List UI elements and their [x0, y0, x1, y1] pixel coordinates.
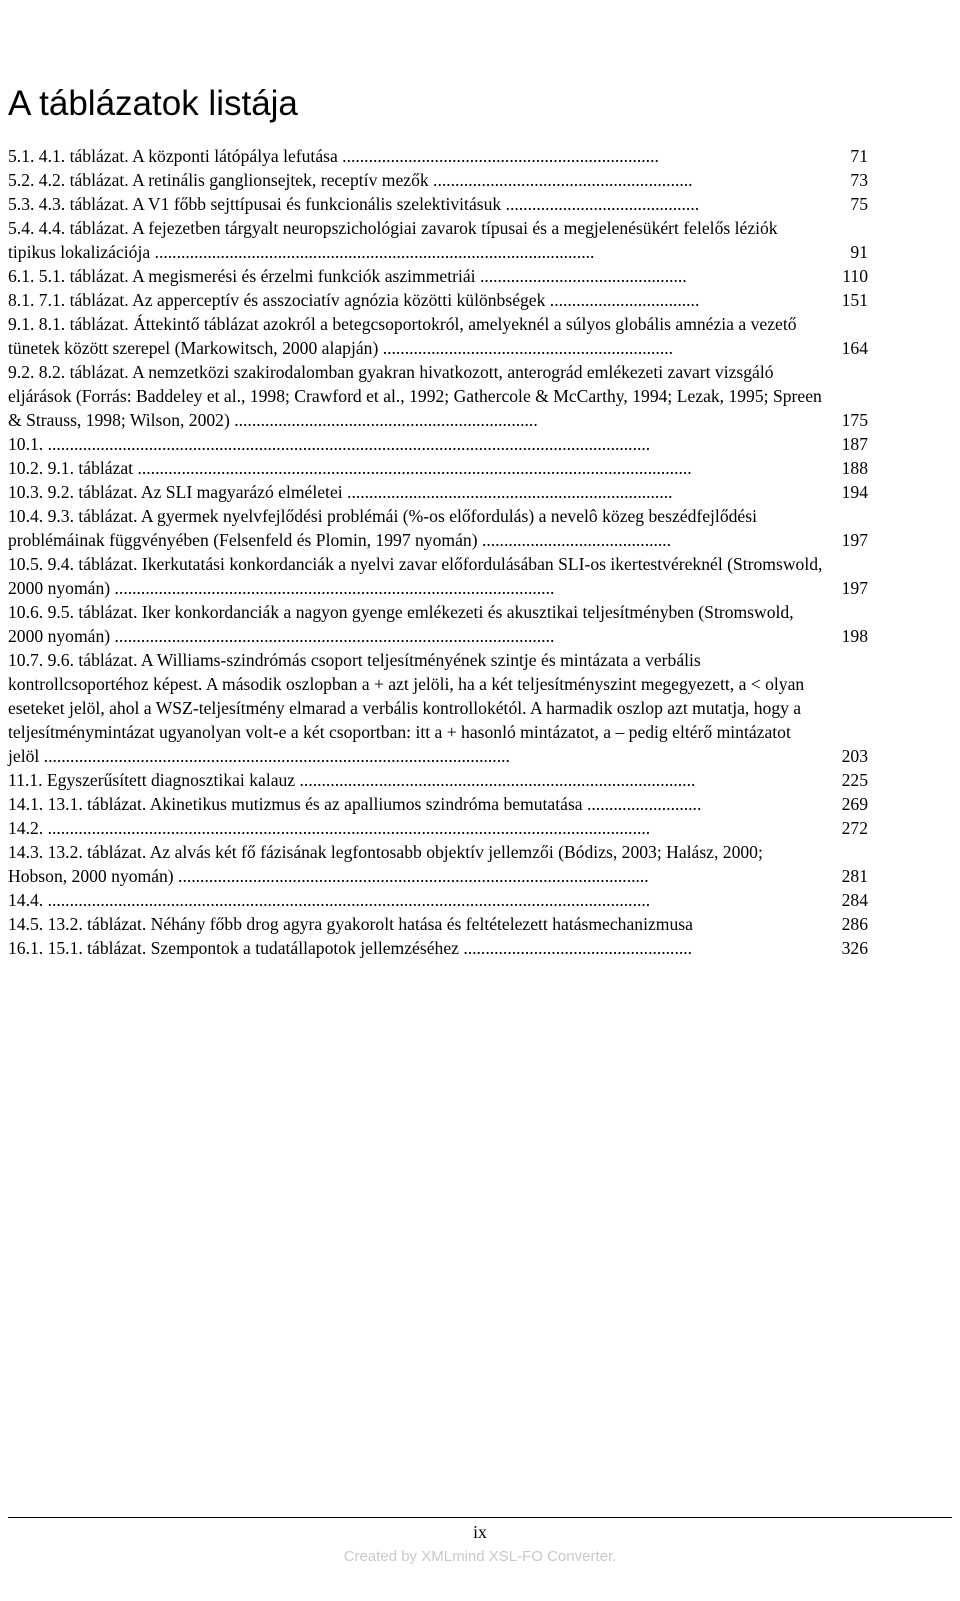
list-item[interactable]: [8, 168, 868, 192]
entry-page: 75: [846, 192, 868, 216]
entry-title: 10.4. 9.3. táblázat. A gyermek nyelvfejlődési problémái (%-os előfordulás) a nevelô közeg beszédfejlődési problémáinak függvényében (Felsenfeld és Plomin, 1997 nyomán) ...........................................: [8, 506, 757, 550]
entry-page: 284: [838, 888, 868, 912]
entry-page: 203: [838, 744, 868, 768]
entry-page: 188: [838, 456, 868, 480]
entry-page: 326: [838, 936, 868, 960]
entry-page: 71: [846, 144, 868, 168]
entry-title: 9.2. 8.2. táblázat. A nemzetközi szakirodalomban gyakran hivatkozott, anterográd emlékezeti zavart vizsgáló eljárások (Forrás: Baddeley et al., 1998; Crawford et al., 1992; Gathercole & McCarthy, 1994; Lezak, 1995; Spreen & Strauss, 1998; Wilson, 2002) .....................................................................: [8, 362, 822, 430]
footer-divider: [8, 1517, 952, 1518]
entry-page: 281: [838, 864, 868, 888]
list-item[interactable]: [8, 264, 868, 288]
table-list: [8, 144, 868, 960]
entry-title: 14.5. 13.2. táblázat. Néhány főbb drog agyra gyakorolt hatása és feltételezett hatásmechanizmusa: [8, 914, 693, 934]
entry-page: 91: [846, 240, 868, 264]
entry-title: 10.1. .........................................................................................................................................: [8, 434, 651, 454]
entry-page: 272: [838, 816, 868, 840]
entry-title: 10.7. 9.6. táblázat. A Williams-szindrómás csoport teljesítményének szintje és mintázata a verbális kontrollcsoportéhoz képest. A második oszlopban a + azt jelöli, ha a két teljesítményszint megegyezett, a < olyan eseteket jelöl, ahol a WSZ-teljesítmény elmarad a verbális kontrollokétól. A harmadik oszlop azt mutatja, hogy a teljesítménymintázat ugyanolyan volt-e a két csoportban: itt a + hasonló mintázatot, a – pedig eltérő mintázatot jelöl ..........................................................................................................: [8, 650, 805, 766]
entry-title: 14.3. 13.2. táblázat. Az alvás két fő fázisának legfontosabb objektív jellemzői (Bódizs, 2003; Halász, 2000; Hobson, 2000 nyomán) ...........................................................................................................: [8, 842, 763, 886]
entry-page: 151: [838, 288, 868, 312]
page-number: ix: [473, 1522, 487, 1542]
entry-page: 73: [846, 168, 868, 192]
entry-page: 175: [838, 408, 868, 432]
entry-title: 8.1. 7.1. táblázat. Az apperceptív és asszociatív agnózia közötti különbségek ..................................: [8, 290, 700, 310]
list-item[interactable]: [8, 432, 868, 456]
entry-title: 9.1. 8.1. táblázat. Áttekintő táblázat azokról a betegcsoportokról, amelyeknél a súlyos globális amnézia a vezető tünetek között szerepel (Markowitsch, 2000 alapján) ..................................................................: [8, 314, 797, 358]
list-item[interactable]: [8, 192, 868, 216]
list-item[interactable]: [8, 792, 868, 816]
entry-title: 10.5. 9.4. táblázat. Ikerkutatási konkordanciák a nyelvi zavar előfordulásában SLI-os ikertestvéreknél (Stromswold, 2000 nyomán) ....................................................................................................: [8, 554, 823, 598]
entry-page: 286: [838, 912, 868, 936]
list-item[interactable]: [8, 504, 868, 552]
list-item[interactable]: [8, 888, 868, 912]
entry-title: 14.2. .........................................................................................................................................: [8, 818, 651, 838]
list-item[interactable]: [8, 456, 868, 480]
entry-title: 10.2. 9.1. táblázat ..............................................................................................................................: [8, 458, 692, 478]
entry-title: 10.6. 9.5. táblázat. Iker konkordanciák a nagyon gyenge emlékezeti és akusztikai teljesítményben (Stromswold, 2000 nyomán) ....................................................................................................: [8, 602, 794, 646]
list-item[interactable]: [8, 936, 868, 960]
entry-title: 5.4. 4.4. táblázat. A fejezetben tárgyalt neuropszichológiai zavarok típusai és a megjelenésükért felelős léziók tipikus lokalizációja ....................................................................................................: [8, 218, 778, 262]
entry-title: 14.1. 13.1. táblázat. Akinetikus mutizmus és az apalliumos szindróma bemutatása ..........................: [8, 794, 702, 814]
list-item[interactable]: [8, 144, 868, 168]
page-title: A táblázatok listája: [8, 84, 298, 123]
list-item[interactable]: [8, 600, 868, 648]
list-item[interactable]: [8, 552, 868, 600]
list-item[interactable]: [8, 312, 868, 360]
list-item[interactable]: [8, 816, 868, 840]
entry-page: 110: [838, 264, 868, 288]
entry-page: 198: [838, 624, 868, 648]
list-item[interactable]: [8, 216, 868, 264]
entry-title: 5.2. 4.2. táblázat. A retinális ganglionsejtek, receptív mezők ...........................................................: [8, 170, 693, 190]
entry-title: 11.1. Egyszerűsített diagnosztikai kalauz ..........................................................................................: [8, 770, 696, 790]
converter-watermark: Created by XMLmind XSL-FO Converter.: [343, 1548, 617, 1565]
entry-page: 164: [838, 336, 868, 360]
entry-title: 6.1. 5.1. táblázat. A megismerési és érzelmi funkciók aszimmetriái ...............................................: [8, 266, 687, 286]
entry-title: 14.4. .........................................................................................................................................: [8, 890, 651, 910]
entry-page: 225: [838, 768, 868, 792]
list-item[interactable]: [8, 768, 868, 792]
entry-title: 5.3. 4.3. táblázat. A V1 főbb sejttípusai és funkcionális szelektivitásuk ............................................: [8, 194, 700, 214]
entry-page: 197: [838, 576, 868, 600]
entry-title: 16.1. 15.1. táblázat. Szempontok a tudatállapotok jellemzéséhez ....................................................: [8, 938, 693, 958]
list-item[interactable]: [8, 480, 868, 504]
entry-page: 197: [838, 528, 868, 552]
entry-page: 269: [838, 792, 868, 816]
list-item[interactable]: [8, 288, 868, 312]
entry-title: 10.3. 9.2. táblázat. Az SLI magyarázó elméletei ..........................................................................: [8, 482, 673, 502]
entry-page: 194: [838, 480, 868, 504]
entry-title: 5.1. 4.1. táblázat. A központi látópálya lefutása ........................................................................: [8, 146, 659, 166]
list-item[interactable]: [8, 360, 868, 432]
list-item[interactable]: [8, 648, 868, 768]
entry-page: 187: [838, 432, 868, 456]
list-item[interactable]: [8, 912, 868, 936]
list-item[interactable]: [8, 840, 868, 888]
